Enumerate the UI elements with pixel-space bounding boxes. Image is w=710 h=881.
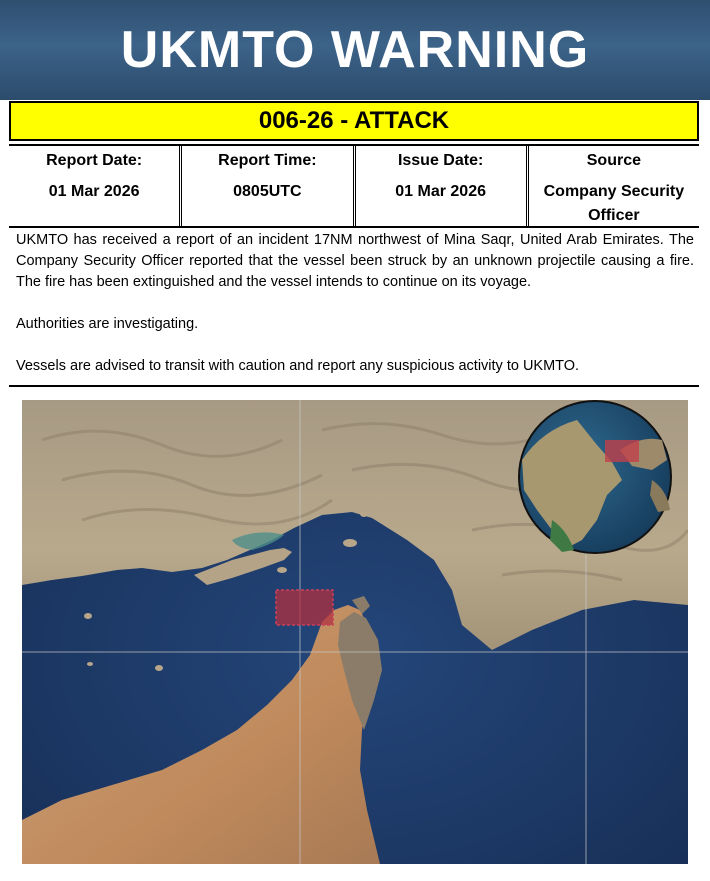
- report-details-table: [9, 144, 699, 228]
- incident-area-marker: [276, 590, 333, 625]
- report-time-label: Report Time:: [218, 152, 317, 169]
- report-date-value: 01 Mar 2026: [48, 183, 140, 200]
- inset-globe-map: [519, 401, 671, 553]
- inset-region-marker: [605, 440, 639, 462]
- report-date-label: Report Date:: [46, 152, 143, 169]
- issue-date-label: Issue Date:: [397, 152, 484, 169]
- issue-date-cell: [353, 146, 526, 226]
- warning-title-bar: [9, 101, 699, 141]
- advisory-paragraph: Vessels are advised to transit with caution and report any suspicious activity to UKMTO.: [16, 358, 580, 374]
- incident-location-map: [22, 400, 688, 864]
- incident-description: [16, 230, 694, 377]
- report-time-cell: [179, 146, 352, 226]
- incident-paragraph: UKMTO has received a report of an incident 17NM northwest of Mina Saqr, United Arab Emirates. The Company Security Officer reported that the vessel been struck by an unknown projectile causing a fire. The fire has been extinguished and the vessel intends to continue on its voyage.: [16, 232, 694, 290]
- header-banner: [0, 0, 710, 100]
- page-title: UKMTO WARNING: [120, 21, 590, 79]
- warning-title: 006-26 - ATTACK: [258, 107, 450, 134]
- report-time-value: 0805UTC: [233, 183, 302, 200]
- source-value: Company Security Officer: [543, 183, 685, 224]
- investigation-paragraph: Authorities are investigating.: [16, 316, 199, 332]
- source-label: Source: [586, 152, 641, 169]
- map-graphic: [22, 400, 688, 864]
- source-cell: [526, 146, 699, 226]
- report-date-cell: [9, 146, 179, 226]
- issue-date-value: 01 Mar 2026: [395, 183, 486, 200]
- section-divider: [9, 385, 699, 387]
